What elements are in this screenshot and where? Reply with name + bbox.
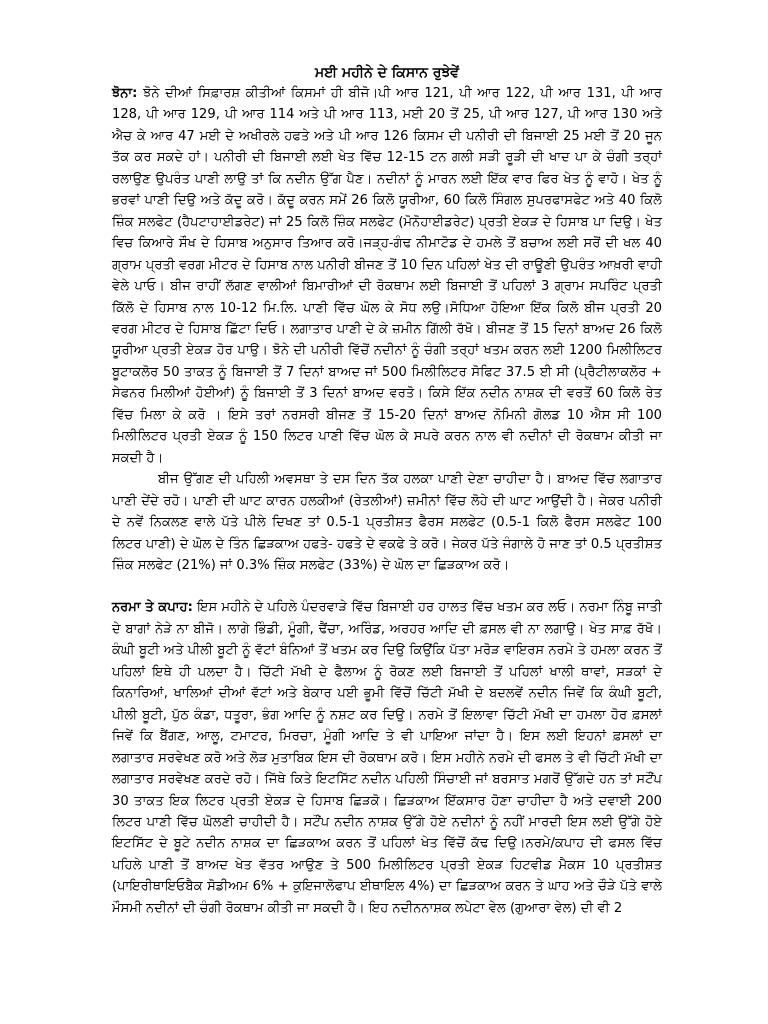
paragraph-paddy [112, 83, 662, 469]
paragraph-paddy-irrigation [112, 469, 662, 576]
section-heading-cotton: ਨਰਮਾ ਤੇ ਕਪਾਹ: [112, 600, 193, 616]
page-title: ਮਈ ਮਹੀਨੇ ਦੇ ਕਿਸਾਨ ਰੁਝੇਵੇਂ [314, 65, 460, 81]
section-heading-paddy: ਝੋਨਾ: [112, 86, 138, 101]
paragraph-paddy-text: ਝੋਨੇ ਦੀਆਂ ਸਿਫ਼ਾਰਸ਼ ਕੀਤੀਆਂ ਕਿਸਮਾਂ ਹੀ ਬੀਜੋ।ਪੀ ਆਰ 121, ਪੀ ਆਰ 122, ਪੀ ਆਰ 131, ਪੀ ਆਰ 128, ਪੀ ਆਰ 129, ਪੀ ਆਰ 114 ਅਤੇ ਪੀ ਆਰ 113, ਮਈ 20 ਤੋਂ 25, ਪੀ ਆਰ 127, ਪੀ ਆਰ 130 ਅਤੇ ਐਚ ਕੇ ਆਰ 47 ਮਈ ਦੇ ਅਖੀਰਲੇ ਹਫਤੇ ਅਤੇ ਪੀ ਆਰ 126 ਕਿਸਮ ਦੀ ਪਨੀਰੀ ਦੀ ਬਿਜਾਈ 25 ਮਈ ਤੋਂ 20 ਜੂਨ ਤੱਕ ਕਰ ਸਕਦੇ ਹਾਂ। ਪਨੀਰੀ ਦੀ ਬਿਜਾਈ ਲਈ ਖੇਤ ਵਿੱਚ 12-15 ਟਨ ਗਲੀ ਸੜੀ ਰੂੜੀ ਦੀ ਖਾਦ ਪਾ ਕੇ ਚੰਗੀ ਤਰ੍ਹਾਂ ਰਲਾਉਣ ਉਪਰੰਤ ਪਾਣੀ ਲਾਉ ਤਾਂ ਕਿ ਨਦੀਨ ਉੱਗ ਪੈਣ। ਨਦੀਨਾਂ ਨੂੰ ਮਾਰਨ ਲਈ ਇੱਕ ਵਾਰ ਫਿਰ ਖੇਤ ਨੂੰ ਵਾਹੋ। ਖੇਤ ਨੂੰ ਭਰਵਾਂ ਪਾਣੀ ਦਿਉ ਅਤੇ ਕੱਦੂ ਕਰੋ। ਕੱਦੂ ਕਰਨ ਸਮੇਂ 26 ਕਿਲੋ ਯੂਰੀਆ, 60 ਕਿਲੋ ਸਿੰਗਲ ਸੁਪਰਫਾਸਫੇਟ ਅਤੇ 40 ਕਿਲੋ ਜ਼ਿੰਕ ਸਲਫੇਟ (ਹੈਪਟਾਹਾਈਡਰੇਟ) ਜਾਂ 25 ਕਿਲੋ ਜ਼ਿੰਕ ਸਲਫੇਟ (ਮੋਨੋਹਾਈਡਰੇਟ) ਪ੍ਰਤੀ ਏਕੜ ਦੇ ਹਿਸਾਬ ਪਾ ਦਿਉ। ਖੇਤ ਵਿਚ ਕਿਆਰੇ ਸੌਖ ਦੇ ਹਿਸਾਬ ਅਨੁਸਾਰ ਤਿਆਰ ਕਰੋ।ਜੜ੍ਹ-ਗੰਢ ਨੀਮਾਟੋਡ ਦੇ ਹਮਲੇ ਤੋਂ ਬਚਾਅ ਲਈ ਸਰੋਂ ਦੀ ਖਲ 40 ਗ੍ਰਾਮ ਪ੍ਰਤੀ ਵਰਗ ਮੀਟਰ ਦੇ ਹਿਸਾਬ ਨਾਲ ਪਨੀਰੀ ਬੀਜਣ ਤੋਂ 10 ਦਿਨ ਪਹਿਲਾਂ ਖੇਤ ਦੀ ਰਾਊਣੀ ਉਪਰੰਤ ਆਖ਼ਰੀ ਵਾਹੀ ਵੇਲੇ ਪਾਓ। ਬੀਜ ਰਾਹੀਂ ਲੱਗਣ ਵਾਲੀਆਂ ਬਿਮਾਰੀਆਂ ਦੀ ਰੋਕਥਾਮ ਲਈ ਬਿਜਾਈ ਤੋਂ ਪਹਿਲਾਂ 3 ਗ੍ਰਾਮ ਸਪਰਿੰਟ ਪ੍ਰਤੀ ਕਿੱਲੋ ਦੇ ਹਿਸਾਬ ਨਾਲ 10-12 ਮਿ.ਲਿ. ਪਾਣੀ ਵਿੱਚ ਘੋਲ ਕੇ ਸੋਧ ਲਉ।ਸੋਧਿਆ ਹੋਇਆ ਇੱਕ ਕਿਲੋ ਬੀਜ ਪ੍ਰਤੀ 20 ਵਰਗ ਮੀਟਰ ਦੇ ਹਿਸਾਬ ਛਿੱਟਾ ਦਿਓ। ਲਗਾਤਾਰ ਪਾਣੀ ਦੇ ਕੇ ਜ਼ਮੀਨ ਗਿੱਲੀ ਰੱਖੋ। ਬੀਜਣ ਤੋਂ 15 ਦਿਨਾਂ ਬਾਅਦ 26 ਕਿਲੋ ਯੂਰੀਆ ਪ੍ਰਤੀ ਏਕੜ ਹੋਰ ਪਾਉ। ਝੋਨੇ ਦੀ ਪਨੀਰੀ ਵਿੱਚੋਂ ਨਦੀਨਾਂ ਨੂੰ ਚੰਗੀ ਤਰ੍ਹਾਂ ਖਤਮ ਕਰਨ ਲਈ 1200 ਮਿਲੀਲਿਟਰ ਬੂਟਾਕਲੋਰ 50 ਤਾਕਤ ਨੂੰ ਬਿਜਾਈ ਤੋਂ 7 ਦਿਨਾਂ ਬਾਅਦ ਜਾਂ 500 ਮਿਲੀਲਿਟਰ ਸੋਫਿਟ 37.5 ਈ ਸੀ (ਪ੍ਰੈਟੀਲਾਕਲੋਰ + ਸੇਫਨਰ ਮਿਲੀਆਂ ਹੋਈਆਂ) ਨੂੰ ਬਿਜਾਈ ਤੋਂ 3 ਦਿਨਾਂ ਬਾਅਦ ਵਰਤੋ। ਕਿਸੇ ਇੱਕ ਨਦੀਨ ਨਾਸ਼ਕ ਦੀ ਵਰਤੋਂ 60 ਕਿਲੋ ਰੇਤ ਵਿੱਚ ਮਿਲਾ ਕੇ ਕਰੋ । ਇਸੇ ਤਰਾਂ ਨਰਸਰੀ ਬੀਜਣ ਤੋਂ 15-20 ਦਿਨਾਂ ਬਾਅਦ ਨੋਮਿਨੀ ਗੋਲਡ 10 ਐਸ ਸੀ 100 ਮਿਲੀਲਿਟਰ ਪ੍ਰਤੀ ਏਕੜ ਨੂੰ 150 ਲਿਟਰ ਪਾਣੀ ਵਿੱਚ ਘੋਲ ਕੇ ਸਪਰੇ ਕਰਨ ਨਾਲ ਵੀ ਨਦੀਨਾਂ ਦੀ ਰੋਕਥਾਮ ਕੀਤੀ ਜਾ ਸਕਦੀ ਹੈ। [112, 86, 662, 466]
paragraph-irrigation-text: ਬੀਜ ਉੱਗਣ ਦੀ ਪਹਿਲੀ ਅਵਸਥਾ ਤੇ ਦਸ ਦਿਨ ਤੱਕ ਹਲਕਾ ਪਾਣੀ ਦੇਣਾ ਚਾਹੀਦਾ ਹੈ। ਬਾਅਦ ਵਿੱਚ ਲਗਾਤਾਰ ਪਾਣੀ ਦੇਂਦੇ ਰਹੋ। ਪਾਣੀ ਦੀ ਘਾਟ ਕਾਰਨ ਹਲਕੀਆਂ (ਰੇਤਲੀਆਂ) ਜ਼ਮੀਨਾਂ ਵਿੱਚ ਲੋਹੇ ਦੀ ਘਾਟ ਆਉਂਦੀ ਹੈ। ਜੇਕਰ ਪਨੀਰੀ ਦੇ ਨਵੇਂ ਨਿਕਲਣ ਵਾਲੇ ਪੱਤੇ ਪੀਲੇ ਦਿਖਣ ਤਾਂ 0.5-1 ਪ੍ਰਤੀਸ਼ਤ ਫੈਰਸ ਸਲਫੇਟ (0.5-1 ਕਿਲੋ ਫੈਰਸ ਸਲਫੇਟ 100 ਲਿਟਰ ਪਾਣੀ) ਦੇ ਘੋਲ ਦੇ ਤਿੰਨ ਛਿੜਕਾਅ ਹਫਤੇ- ਹਫਤੇ ਦੇ ਵਕਫੇ ਤੇ ਕਰੋ। ਜੇਕਰ ਪੱਤੇ ਜੰਗਾਲੇ ਹੋ ਜਾਣ ਤਾਂ 0.5 ਪ੍ਰਤੀਸ਼ਤ ਜ਼ਿੰਕ ਸਲਫੇਟ (21%) ਜਾਂ 0.3% ਜ਼ਿੰਕ ਸਲਫੇਟ (33%) ਦੇ ਘੋਲ ਦਾ ਛਿੜਕਾਅ ਕਰੋ। [112, 472, 662, 573]
paragraph-cotton [112, 597, 662, 919]
paragraph-cotton-text: ਇਸ ਮਹੀਨੇ ਦੇ ਪਹਿਲੇ ਪੰਦਰਵਾੜੇ ਵਿੱਚ ਬਿਜਾਈ ਹਰ ਹਾਲਤ ਵਿੱਚ ਖਤਮ ਕਰ ਲਓ। ਨਰਮਾ ਨਿੰਬੂ ਜਾਤੀ ਦੇ ਬਾਗਾਂ ਨੇੜੇ ਨਾ ਬੀਜੋ। ਲਾਗੇ ਭਿੰਡੀ, ਮੂੰਗੀ, ਢੈਂਚਾ, ਅਰਿੰਡ, ਅਰਹਰ ਆਦਿ ਦੀ ਫ਼ਸਲ ਵੀ ਨਾ ਲਗਾਉ। ਖੇਤ ਸਾਫ਼ ਰੱਖੋ। ਕੰਘੀ ਬੂਟੀ ਅਤੇ ਪੀਲੀ ਬੂਟੀ ਨੂੰ ਵੱਟਾਂ ਬੰਨਿਆਂ ਤੋਂ ਖਤਮ ਕਰ ਦਿਉ ਕਿਉਂਕਿ ਪੱਤਾ ਮਰੋੜ ਵਾਇਰਸ ਨਰਮੇ ਤੇ ਹਮਲਾ ਕਰਨ ਤੋਂ ਪਹਿਲਾਂ ਇਥੇ ਹੀ ਪਲਦਾ ਹੈ। ਚਿੱਟੀ ਮੱਖੀ ਦੇ ਫੈਲਾਅ ਨੂੰ ਰੋਕਣ ਲਈ ਬਿਜਾਈ ਤੋਂ ਪਹਿਲਾਂ ਖਾਲੀ ਥਾਵਾਂ, ਸੜਕਾਂ ਦੇ ਕਿਨਾਰਿਆਂ, ਖਾਲਿਆਂ ਦੀਆਂ ਵੱਟਾਂ ਅਤੇ ਬੇਕਾਰ ਪਈ ਭੂਮੀ ਵਿੱਚੋਂ ਚਿੱਟੀ ਮੱਖੀ ਦੇ ਬਦਲਵੇਂ ਨਦੀਨ ਜਿਵੇਂ ਕਿ ਕੰਘੀ ਬੂਟੀ, ਪੀਲੀ ਬੂਟੀ, ਪੁੱਠ ਕੰਡਾ, ਧਤੂਰਾ, ਭੰਗ ਆਦਿ ਨੂੰ ਨਸ਼ਟ ਕਰ ਦਿਉ। ਨਰਮੇ ਤੋਂ ਇਲਾਵਾ ਚਿੱਟੀ ਮੱਖੀ ਦਾ ਹਮਲਾ ਹੋਰ ਫ਼ਸਲਾਂ ਜਿਵੇਂ ਕਿ ਬੈਂਗਣ, ਆਲੂ, ਟਮਾਟਰ, ਮਿਰਚਾ, ਮੂੰਗੀ ਆਦਿ ਤੇ ਵੀ ਪਾਇਆ ਜਾਂਦਾ ਹੈ। ਇਸ ਲਈ ਇਹਨਾਂ ਫ਼ਸਲਾਂ ਦਾ ਲਗਾਤਾਰ ਸਰਵੇਖਣ ਕਰੋ ਅਤੇ ਲੋੜ ਮੁਤਾਬਿਕ ਇਸ ਦੀ ਰੋਕਥਾਮ ਕਰੋ। ਇਸ ਮਹੀਨੇ ਨਰਮੇ ਦੀ ਫਸਲ ਤੇ ਵੀ ਚਿੱਟੀ ਮੱਖੀ ਦਾ ਲਗਾਤਾਰ ਸਰਵੇਖਣ ਕਰਦੇ ਰਹੋ। ਜਿੱਥੇ ਕਿਤੇ ਇਟਸਿੱਟ ਨਦੀਨ ਪਹਿਲੀ ਸਿੰਚਾਈ ਜਾਂ ਬਰਸਾਤ ਮਗਰੋਂ ਉੱਗਦੇ ਹਨ ਤਾਂ ਸਟੌਂਪ 30 ਤਾਕਤ ਇਕ ਲਿਟਰ ਪ੍ਰਤੀ ਏਕੜ ਦੇ ਹਿਸਾਬ ਛਿੜਕੋ। ਛਿੜਕਾਅ ਇੱਕਸਾਰ ਹੋਣਾ ਚਾਹੀਦਾ ਹੈ ਅਤੇ ਦਵਾਈ 200 ਲਿਟਰ ਪਾਣੀ ਵਿੱਚ ਘੋਲਣੀ ਚਾਹੀਦੀ ਹੈ। ਸਟੌਂਪ ਨਦੀਨ ਨਾਸ਼ਕ ਉੱਗੇ ਹੋਏ ਨਦੀਨਾਂ ਨੂੰ ਨਹੀਂ ਮਾਰਦੀ ਇਸ ਲਈ ਉੱਗੇ ਹੋਏ ਇਟਸਿੱਟ ਦੇ ਬੂਟੇ ਨਦੀਨ ਨਾਸ਼ਕ ਦਾ ਛਿੜਕਾਅ ਕਰਨ ਤੋਂ ਪਹਿਲਾਂ ਖੇਤ ਵਿੱਚੋਂ ਕੱਢ ਦਿਉ।ਨਰਮੇ/ਕਪਾਹ ਦੀ ਫਸਲ ਵਿੱਚ ਪਹਿਲੇ ਪਾਣੀ ਤੋਂ ਬਾਅਦ ਖੇਤ ਵੱਤਰ ਆਉਣ ਤੇ 500 ਮਿਲੀਲਿਟਰ ਪ੍ਰਤੀ ਏਕੜ ਹਿਟਵੀਡ ਮੈਕਸ 10 ਪ੍ਰਤੀਸ਼ਤ (ਪਾਇਰੀਥਾਇਓਬੈਕ ਸੋਡੀਅਮ 6% + ਕੁਇਜਾਲੋਫਾਪ ਈਥਾਇਲ 4%) ਦਾ ਛਿੜਕਾਅ ਕਰਨ ਤੇ ਘਾਹ ਅਤੇ ਚੌੜੇ ਪੱਤੇ ਵਾਲੇ ਮੌਸਮੀ ਨਦੀਨਾਂ ਦੀ ਚੰਗੀ ਰੋਕਥਾਮ ਕੀਤੀ ਜਾ ਸਕਦੀ ਹੈ। ਇਹ ਨਦੀਨਨਾਸ਼ਕ ਲਪੇਟਾ ਵੇਲ (ਗੁਆਰਾ ਵੇਲ) ਦੀ ਵੀ 2 [112, 600, 662, 916]
